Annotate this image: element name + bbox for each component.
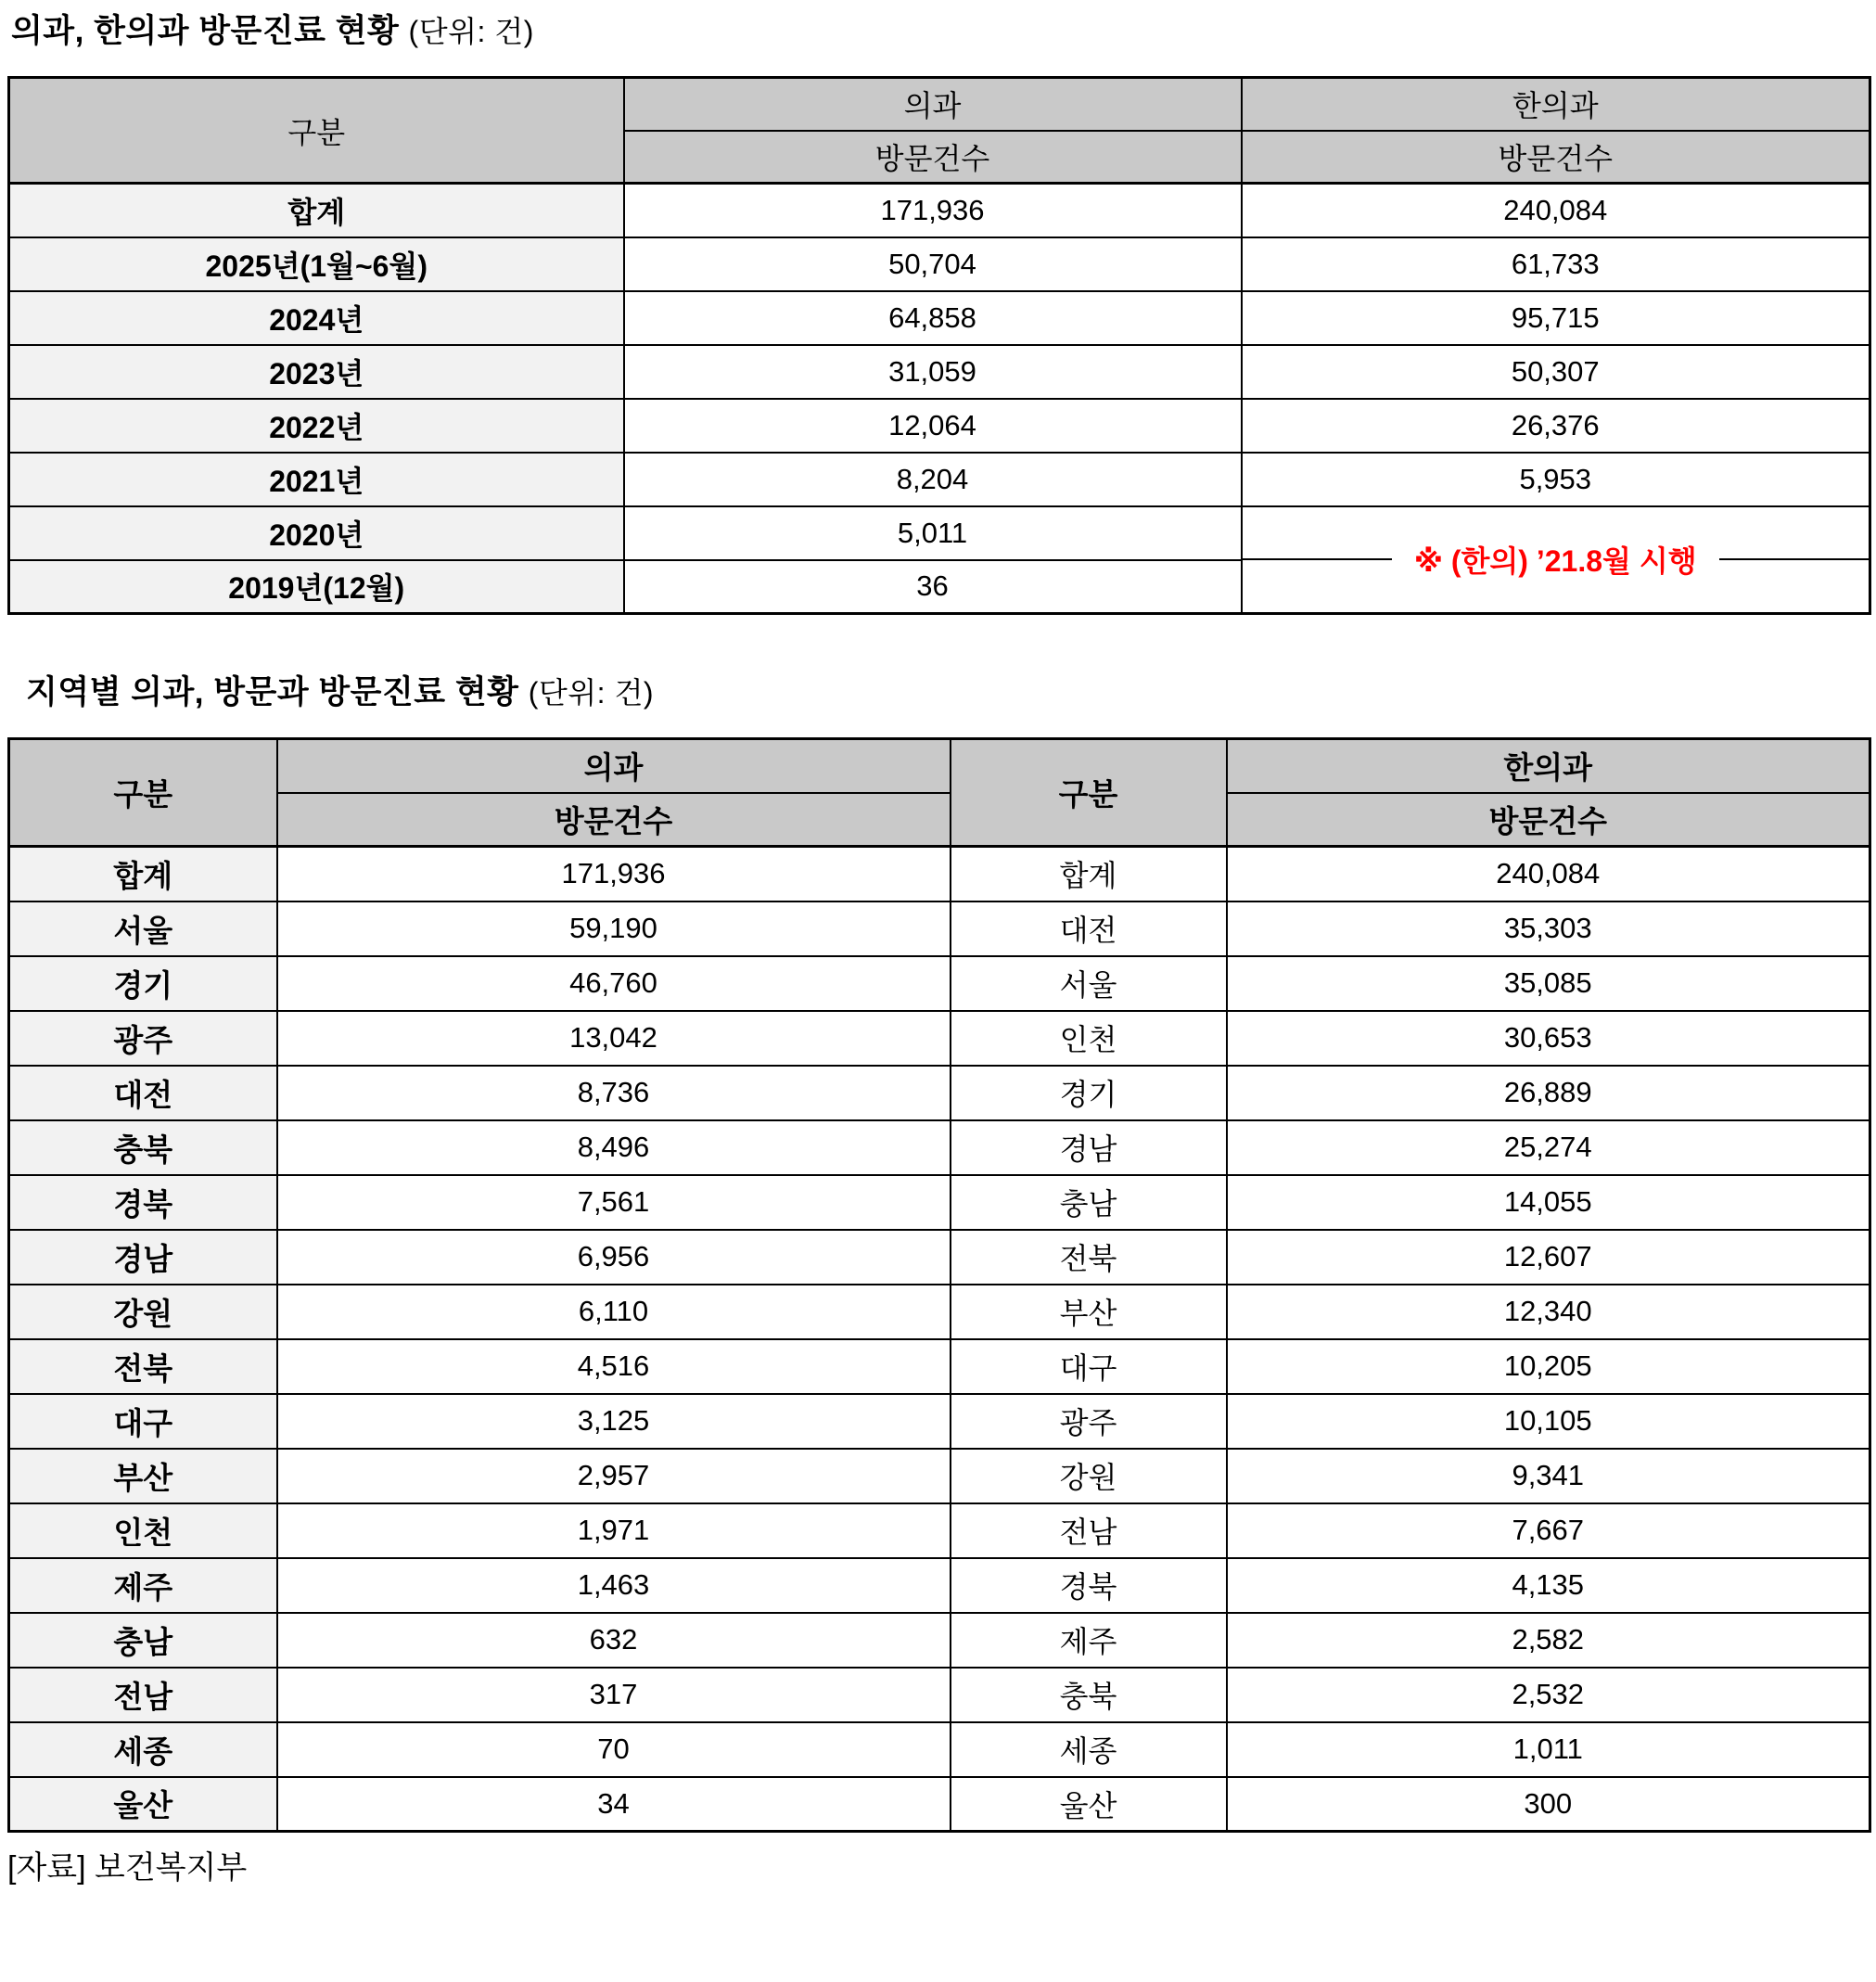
table2-unit-label: (단위: 건) [528, 676, 655, 710]
t2-right-value: 14,055 [1227, 1175, 1870, 1230]
t2-left-region: 울산 [9, 1777, 277, 1832]
t2-left-region: 경남 [9, 1230, 277, 1285]
t2-left-region: 충남 [9, 1613, 277, 1668]
t2-left-region: 인천 [9, 1503, 277, 1558]
t2-left-region: 대전 [9, 1066, 277, 1120]
t2-right-region: 충남 [951, 1175, 1227, 1230]
t2-left-region: 전남 [9, 1668, 277, 1722]
t2-left-value: 34 [277, 1777, 951, 1832]
t2-header-gubun-left: 구분 [9, 739, 277, 847]
t1-row-label: 합계 [9, 184, 624, 237]
t1-row-label: 2025년(1월~6월) [9, 237, 624, 291]
t2-right-region: 경북 [951, 1558, 1227, 1613]
t2-right-region: 울산 [951, 1777, 1227, 1832]
t1-medical-value: 5,011 [624, 506, 1242, 560]
table-row [9, 1394, 1870, 1449]
t2-right-value: 35,085 [1227, 956, 1870, 1011]
t2-left-region: 대구 [9, 1394, 277, 1449]
t1-header-medical-visits: 방문건수 [624, 131, 1242, 184]
t2-left-value: 4,516 [277, 1339, 951, 1394]
t2-left-value: 1,463 [277, 1558, 951, 1613]
t2-right-value: 12,607 [1227, 1230, 1870, 1285]
table-row [9, 1503, 1870, 1558]
table-row [9, 1120, 1870, 1175]
t1-row-label: 2020년 [9, 506, 624, 560]
t2-right-region: 세종 [951, 1722, 1227, 1777]
t1-row-label: 2022년 [9, 399, 624, 453]
t2-right-region: 부산 [951, 1285, 1227, 1339]
t2-left-value: 2,957 [277, 1449, 951, 1503]
t2-left-value: 8,496 [277, 1120, 951, 1175]
t2-left-region: 강원 [9, 1285, 277, 1339]
table-row [9, 1066, 1870, 1120]
t2-right-region: 인천 [951, 1011, 1227, 1066]
t2-right-region: 서울 [951, 956, 1227, 1011]
data-source-note: [자료] 보건복지부 [7, 1850, 248, 1886]
table-row [9, 1175, 1870, 1230]
t2-right-region: 전남 [951, 1503, 1227, 1558]
table-row [9, 453, 1870, 506]
table-header-row [9, 739, 1870, 793]
t1-korean-value: 50,307 [1242, 345, 1870, 399]
t2-right-value: 4,135 [1227, 1558, 1870, 1613]
table-row [9, 1777, 1870, 1832]
t2-right-region: 광주 [951, 1394, 1227, 1449]
t2-right-value: 300 [1227, 1777, 1870, 1832]
t1-medical-value: 64,858 [624, 291, 1242, 345]
table-row [9, 399, 1870, 453]
t2-right-value: 9,341 [1227, 1449, 1870, 1503]
korean-medicine-start-note: ※ (한의) ’21.8월 시행 [1392, 538, 1719, 581]
t2-left-value: 1,971 [277, 1503, 951, 1558]
t2-left-region: 전북 [9, 1339, 277, 1394]
table-row [9, 345, 1870, 399]
t2-right-region: 경남 [951, 1120, 1227, 1175]
t2-left-value: 6,110 [277, 1285, 951, 1339]
table-row [9, 506, 1870, 560]
t2-left-value: 3,125 [277, 1394, 951, 1449]
t2-left-value: 8,736 [277, 1066, 951, 1120]
t2-header-medical-visits: 방문건수 [277, 793, 951, 847]
t2-left-region: 부산 [9, 1449, 277, 1503]
table-row [9, 847, 1870, 901]
t2-right-value: 12,340 [1227, 1285, 1870, 1339]
table-row [9, 1613, 1870, 1668]
t1-medical-value: 12,064 [624, 399, 1242, 453]
t1-medical-value: 36 [624, 560, 1242, 614]
t2-left-value: 13,042 [277, 1011, 951, 1066]
t1-header-korean: 한의과 [1242, 78, 1870, 131]
t2-left-value: 171,936 [277, 847, 951, 901]
t2-right-value: 10,205 [1227, 1339, 1870, 1394]
t1-row-label: 2024년 [9, 291, 624, 345]
t2-right-region: 강원 [951, 1449, 1227, 1503]
t2-left-value: 70 [277, 1722, 951, 1777]
t2-right-region: 제주 [951, 1613, 1227, 1668]
t2-left-region: 경북 [9, 1175, 277, 1230]
t1-korean-note-cell [1242, 506, 1870, 614]
t2-header-korean: 한의과 [1227, 739, 1870, 793]
t1-header-medical: 의과 [624, 78, 1242, 131]
t2-right-region: 대전 [951, 901, 1227, 956]
t1-medical-value: 31,059 [624, 345, 1242, 399]
t1-medical-value: 171,936 [624, 184, 1242, 237]
t2-left-region: 세종 [9, 1722, 277, 1777]
table-header-row [9, 78, 1870, 131]
t2-right-region: 대구 [951, 1339, 1227, 1394]
t2-right-value: 30,653 [1227, 1011, 1870, 1066]
table-row [9, 956, 1870, 1011]
table-row [9, 1285, 1870, 1339]
t2-right-value: 7,667 [1227, 1503, 1870, 1558]
t1-korean-value: 61,733 [1242, 237, 1870, 291]
t2-left-value: 46,760 [277, 956, 951, 1011]
t2-left-value: 7,561 [277, 1175, 951, 1230]
table-row [9, 1722, 1870, 1777]
t2-right-value: 10,105 [1227, 1394, 1870, 1449]
t2-left-region: 제주 [9, 1558, 277, 1613]
t2-right-value: 240,084 [1227, 847, 1870, 901]
t2-left-value: 6,956 [277, 1230, 951, 1285]
table-row [9, 291, 1870, 345]
t2-left-region: 서울 [9, 901, 277, 956]
table-row [9, 1230, 1870, 1285]
t1-korean-value: 240,084 [1242, 184, 1870, 237]
table-row [9, 237, 1870, 291]
table-row [9, 1668, 1870, 1722]
t1-medical-value: 50,704 [624, 237, 1242, 291]
table-row [9, 1339, 1870, 1394]
table1-unit-label: (단위: 건) [408, 15, 534, 48]
t2-right-value: 25,274 [1227, 1120, 1870, 1175]
t1-korean-value: 95,715 [1242, 291, 1870, 345]
table-row [9, 901, 1870, 956]
table-row [9, 1011, 1870, 1066]
t2-right-value: 2,532 [1227, 1668, 1870, 1722]
t2-right-value: 35,303 [1227, 901, 1870, 956]
table1-title-text: 의과, 한의과 방문진료 현황 [11, 13, 400, 49]
t2-right-value: 1,011 [1227, 1722, 1870, 1777]
t2-left-value: 317 [277, 1668, 951, 1722]
table2-title [26, 672, 1869, 713]
t1-korean-value: 26,376 [1242, 399, 1870, 453]
medical-korean-visits-table [7, 76, 1871, 615]
t2-left-region: 광주 [9, 1011, 277, 1066]
t2-left-region: 충북 [9, 1120, 277, 1175]
t1-row-label: 2019년(12월) [9, 560, 624, 614]
t1-header-korean-visits: 방문건수 [1242, 131, 1870, 184]
t2-right-region: 합계 [951, 847, 1227, 901]
t1-row-label: 2021년 [9, 453, 624, 506]
table-subheader-row [9, 793, 1870, 847]
t1-row-label: 2023년 [9, 345, 624, 399]
t2-right-value: 26,889 [1227, 1066, 1870, 1120]
t2-right-region: 경기 [951, 1066, 1227, 1120]
table1-title [11, 11, 1869, 52]
t2-header-korean-visits: 방문건수 [1227, 793, 1870, 847]
t1-korean-value: 5,953 [1242, 453, 1870, 506]
t1-medical-value: 8,204 [624, 453, 1242, 506]
t1-header-gubun: 구분 [9, 78, 624, 184]
t2-left-region: 합계 [9, 847, 277, 901]
table2-title-text: 지역별 의과, 방문과 방문진료 현황 [26, 674, 519, 710]
t2-header-medical: 의과 [277, 739, 951, 793]
table-row [9, 1558, 1870, 1613]
t2-right-region: 전북 [951, 1230, 1227, 1285]
t2-right-value: 2,582 [1227, 1613, 1870, 1668]
t2-header-gubun-right: 구분 [951, 739, 1227, 847]
t2-right-region: 충북 [951, 1668, 1227, 1722]
regional-visits-table [7, 737, 1871, 1833]
t2-left-region: 경기 [9, 956, 277, 1011]
t2-left-value: 59,190 [277, 901, 951, 956]
table-row [9, 1449, 1870, 1503]
t2-left-value: 632 [277, 1613, 951, 1668]
table-row [9, 184, 1870, 237]
